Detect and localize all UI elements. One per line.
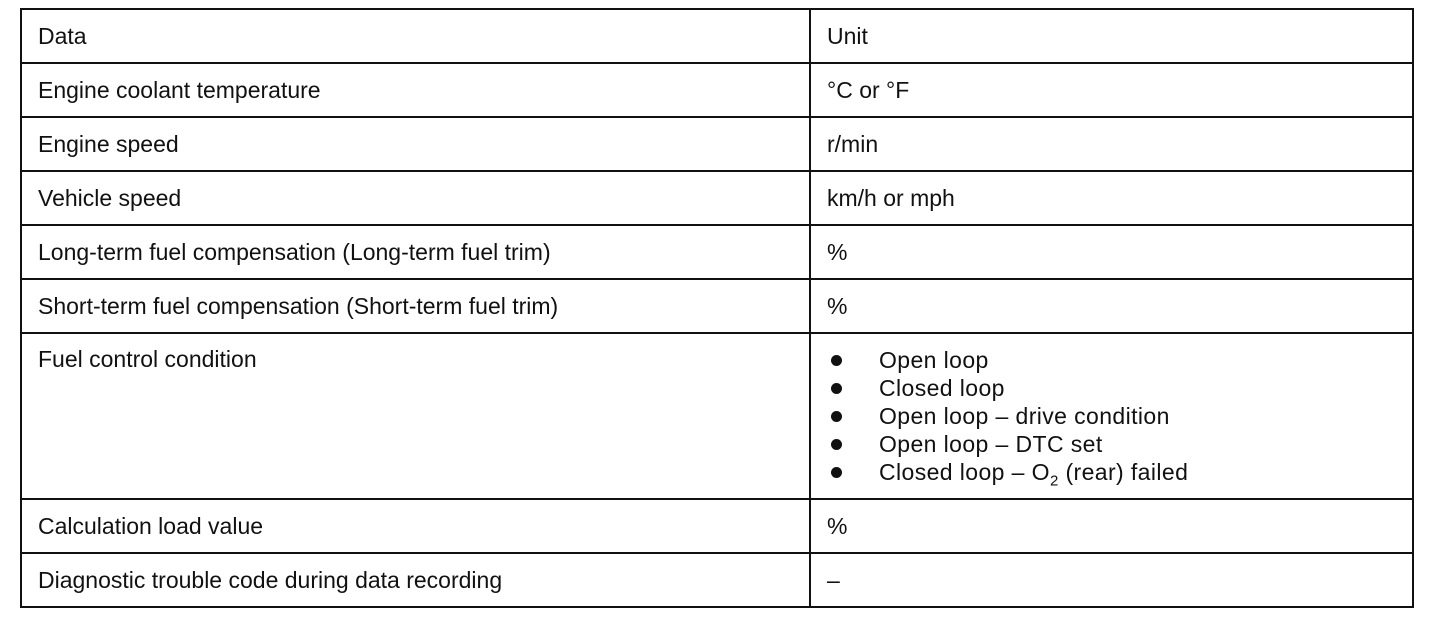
table-row — [21, 499, 1413, 553]
bullet-icon — [831, 411, 842, 422]
unit-cell: km/h or mph — [810, 171, 1413, 225]
unit-cell: – — [810, 553, 1413, 607]
data-cell: Calculation load value — [21, 499, 810, 553]
unit-cell: % — [810, 225, 1413, 279]
list-item-label: Open loop – drive condition — [879, 402, 1170, 429]
bullet-icon — [831, 355, 842, 366]
table-header-row — [21, 9, 1413, 63]
data-cell: Engine coolant temperature — [21, 63, 810, 117]
list-item-label: Open loop – DTC set — [879, 430, 1103, 457]
table-row — [21, 225, 1413, 279]
unit-cell: % — [810, 499, 1413, 553]
unit-cell — [810, 333, 1413, 499]
header-data: Data — [21, 9, 810, 63]
unit-cell: r/min — [810, 117, 1413, 171]
table-row — [21, 553, 1413, 607]
list-item — [827, 346, 1396, 374]
list-item-prefix: Closed loop – O — [879, 458, 1050, 485]
list-item — [827, 430, 1396, 458]
unit-cell: % — [810, 279, 1413, 333]
unit-cell: °C or °F — [810, 63, 1413, 117]
data-cell: Fuel control condition — [21, 333, 810, 499]
table-row — [21, 63, 1413, 117]
list-item — [827, 402, 1396, 430]
list-item-label: Open loop — [879, 346, 989, 373]
data-cell: Short-term fuel compensation (Short-term fuel trim) — [21, 279, 810, 333]
list-item-suffix: (rear) failed — [1058, 458, 1189, 485]
header-unit: Unit — [810, 9, 1413, 63]
list-item-label — [879, 458, 1189, 490]
table-row — [21, 171, 1413, 225]
fuel-control-condition-list — [827, 346, 1396, 490]
data-unit-table — [20, 8, 1414, 608]
table-row — [21, 279, 1413, 333]
data-cell: Vehicle speed — [21, 171, 810, 225]
list-item — [827, 374, 1396, 402]
data-cell: Engine speed — [21, 117, 810, 171]
list-item-label: Closed loop — [879, 374, 1005, 401]
table-row — [21, 333, 1413, 499]
list-item — [827, 458, 1396, 490]
bullet-icon — [831, 467, 842, 478]
bullet-icon — [831, 439, 842, 450]
data-cell: Diagnostic trouble code during data recording — [21, 553, 810, 607]
bullet-icon — [831, 383, 842, 394]
data-cell: Long-term fuel compensation (Long-term fuel trim) — [21, 225, 810, 279]
list-item-subscript: 2 — [1049, 472, 1059, 490]
table-row — [21, 117, 1413, 171]
